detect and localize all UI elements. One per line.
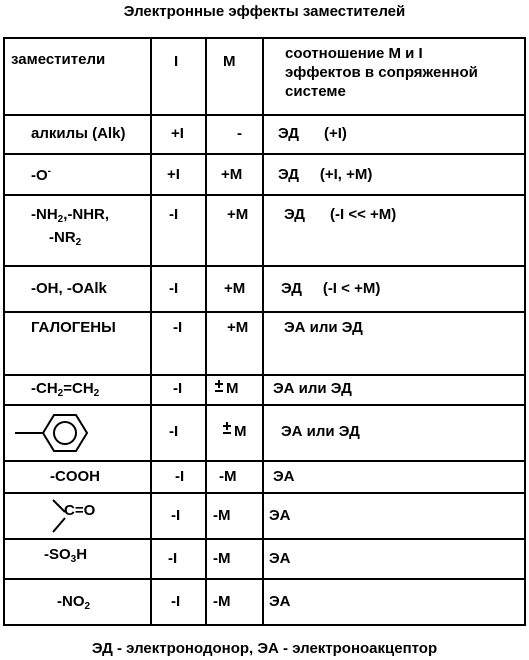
substituent-cell-line2: $-NR_2$ (49, 229, 82, 248)
header-m: M (223, 53, 236, 70)
i-effect-cell: +I (167, 166, 180, 183)
m-effect-cell: +M (227, 319, 249, 336)
table-row (4, 539, 525, 579)
substituent-cell: алкилы (Alk) (31, 125, 126, 142)
header-i: I (174, 53, 179, 70)
substituent-cell: $-CH_2=CH_2$ (31, 380, 100, 399)
i-effect-cell: -I (171, 507, 181, 524)
m-effect-cell: +M (224, 280, 246, 297)
ratio-cell: ЭА (269, 593, 291, 610)
m-effect-cell: -M (213, 593, 231, 610)
i-effect-cell: -I (171, 593, 181, 610)
m-effect-cell: -M (219, 468, 237, 485)
i-effect-cell: +I (171, 125, 184, 142)
footer-legend: ЭД - электронодонор, ЭА - электроноакцептор (91, 640, 438, 657)
plus-minus-icon (213, 378, 225, 394)
ratio-cell: ЭД (+I, +M) (278, 166, 373, 183)
substituent-cell: $-NH_2$,-NHR, (31, 206, 110, 225)
m-effect-cell: +M (221, 166, 243, 183)
ratio-cell: ЭА или ЭД (284, 319, 363, 336)
header-ratio-line3: системе (285, 83, 346, 100)
ratio-cell: ЭА (273, 468, 295, 485)
ratio-cell: ЭА (269, 507, 291, 524)
i-effect-cell: -I (175, 468, 185, 485)
ratio-cell: ЭА или ЭД (273, 380, 352, 397)
m-effect-cell: -M (213, 550, 231, 567)
table-row (4, 405, 525, 461)
ratio-cell: ЭД (-I << +M) (284, 206, 397, 223)
header-ratio-line2: эффектов в сопряженной (285, 64, 478, 81)
header-ratio-line1: соотношение М и I (285, 45, 423, 62)
substituent-cell: -COOH (50, 468, 100, 485)
ratio-cell: ЭД (-I < +M) (281, 280, 381, 297)
table-row (4, 154, 525, 195)
table-row (4, 493, 525, 539)
table-row (4, 266, 525, 312)
table-row (4, 461, 525, 493)
table-row (4, 312, 525, 375)
i-effect-cell: -I (173, 319, 183, 336)
substituent-cell: $-NO_2$ (57, 593, 91, 612)
substituent-cell: C=O (64, 502, 96, 519)
ratio-cell: ЭА (269, 550, 291, 567)
substituent-cell: -O- (31, 166, 52, 184)
m-effect-cell: M (234, 423, 247, 440)
table-row (4, 579, 525, 625)
m-effect-cell: - (237, 125, 242, 142)
substituent-cell: -OH, -OAlk (31, 280, 107, 297)
phenyl-ring-icon (13, 410, 93, 456)
table-header-row (4, 38, 525, 115)
table-row (4, 375, 525, 405)
m-effect-cell: -M (213, 507, 231, 524)
substituent-cell: ГАЛОГЕНЫ (31, 319, 116, 336)
i-effect-cell: -I (173, 380, 183, 397)
plus-minus-icon (221, 420, 233, 436)
m-effect-cell: M (226, 380, 239, 397)
ratio-cell: ЭА или ЭД (281, 423, 360, 440)
i-effect-cell: -I (168, 550, 178, 567)
i-effect-cell: -I (169, 206, 179, 223)
m-effect-cell: +M (227, 206, 249, 223)
i-effect-cell: -I (169, 280, 179, 297)
table-row (4, 115, 525, 154)
ratio-cell: ЭД (+I) (278, 125, 347, 142)
page-title: Электронные эффекты заместителей (123, 3, 406, 20)
i-effect-cell: -I (169, 423, 179, 440)
header-substituents: заместители (11, 51, 106, 68)
substituent-cell: $-SO_3H$ (44, 546, 88, 565)
table-row (4, 195, 525, 266)
substituent-effects-table (3, 37, 526, 626)
